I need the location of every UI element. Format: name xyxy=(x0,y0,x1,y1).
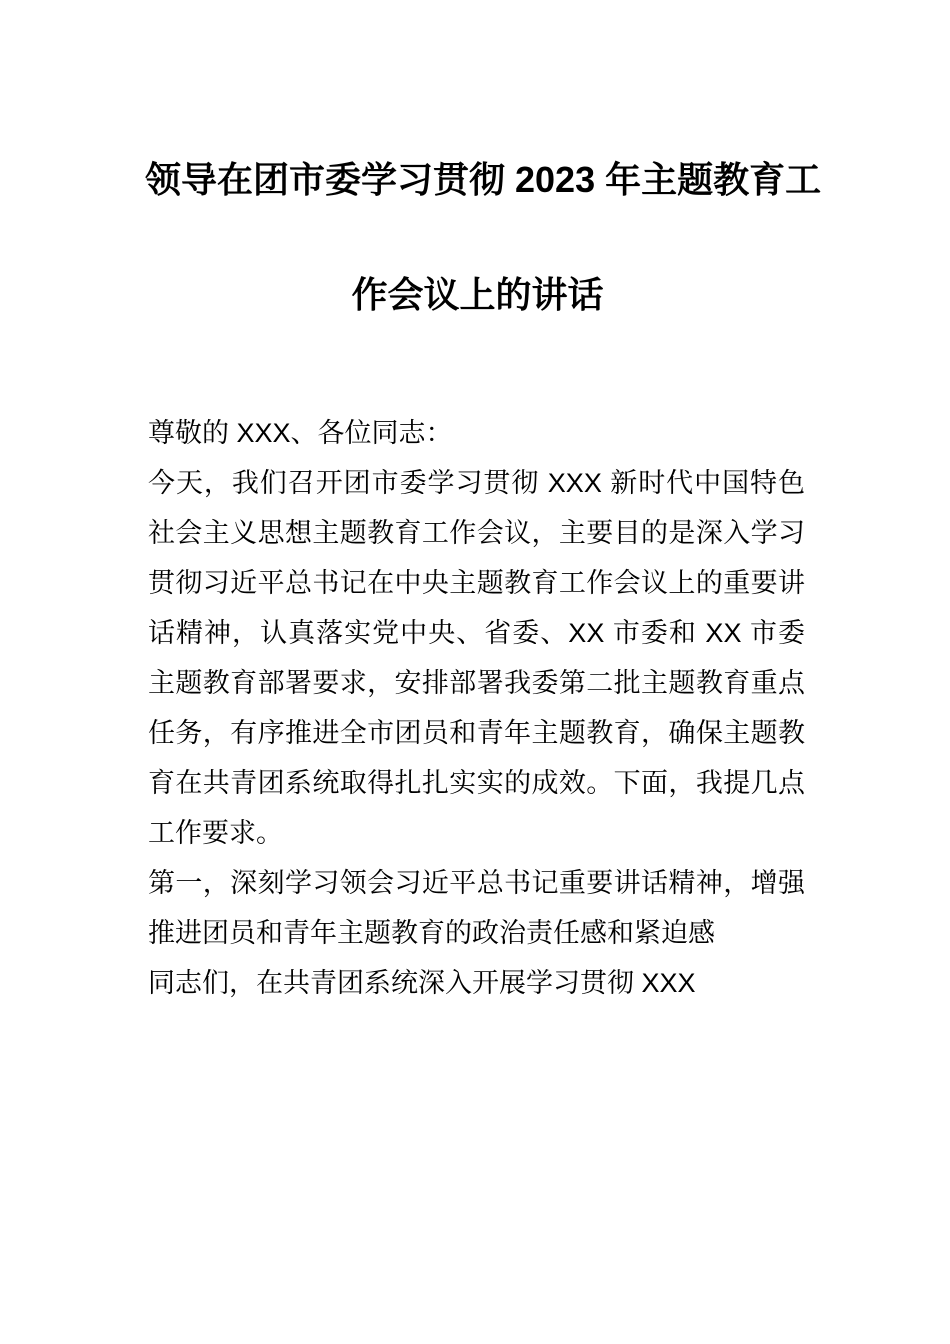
body-paragraph: 同志们，在共青团系统深入开展学习贯彻 XXX xyxy=(148,968,696,998)
salutation-paragraph: 尊敬的 XXX、各位同志： xyxy=(148,418,453,448)
body-paragraph: 第一，深刻学习领会习近平总书记重要讲话精神，增强推进团员和青年主题教育的政治责任感和紧迫感 xyxy=(148,868,805,948)
title-line-2: 作会议上的讲话 xyxy=(351,274,604,315)
document-body xyxy=(148,408,805,1008)
title-line-1: 领导在团市委学习贯彻 2023 年主题教育工 xyxy=(145,159,822,200)
document-title xyxy=(145,122,822,352)
body-paragraph: 今天，我们召开团市委学习贯彻 XXX 新时代中国特色社会主义思想主题教育工作会议，主要目的是深入学习贯彻习近平总书记在中央主题教育工作会议上的重要讲话精神，认真落实党中央、省委、XX 市委和 XX 市委主题教育部署要求，安排部署我委第二批主题教育重点任务，有序推进全市团员和青年主题教育，确保主题教育在共青团系统取得扎扎实实的成效。下面，我提几点工作要求。 xyxy=(148,468,805,848)
